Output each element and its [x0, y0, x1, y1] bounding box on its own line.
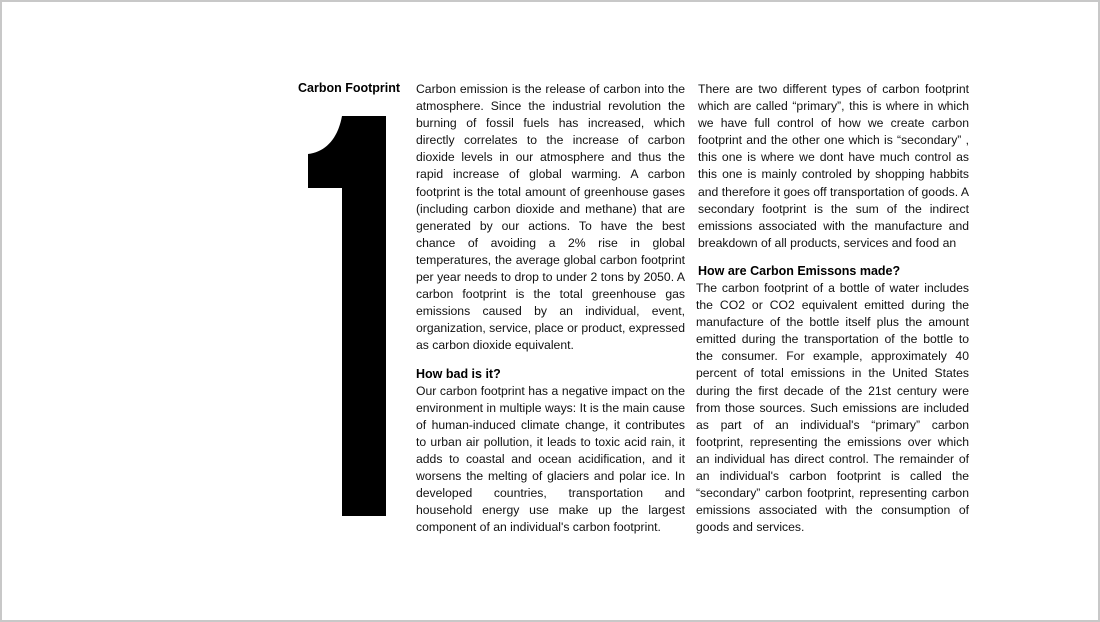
right-intro-paragraph: There are two different types of carbon footprint which are called “primary”, this is where in which we have full control of how we create carbon footprint and the other one which is “secondary” , this one is where we dont have much control as this one is mainly controled by shopping habbits and therefore it goes off transportation of goods. A secondary footprint is the sum of the indirect emissions associated with the manufacture and breakdown of all products, services and food an: [698, 82, 969, 250]
left-intro-paragraph: Carbon emission is the release of carbon into the atmosphere. Since the industrial revolution the burning of fossil fuels has increased, which directly correlates to the increase of carbon dioxide levels in our atmosphere and thus the rapid increase of global warming. A carbon footprint is the total amount of greenhouse gases (including carbon dioxide and methane) that are generated by our actions. To have the best chance of avoiding a 2% rise in global temperatures, the average global carbon footprint per year needs to drop to under 2 tons by 2050. A carbon footprint is the total greenhouse gas emissions caused by an individual, event, organization, service, place or product, expressed as carbon dioxide equivalent.: [416, 82, 685, 353]
big-number-one: [308, 116, 388, 516]
right-column: [698, 81, 969, 536]
right-heading: How are Carbon Emissons made?: [698, 263, 901, 278]
right-body-paragraph: The carbon footprint of a bottle of water includes the CO2 or CO2 equivalent emitted during the manufacture of the bottle itself plus the amount emitted during the transportation of the bottle to the consumer. For example, approximately 40 percent of total emissions in the United States during the first decade of the 21st century were from those sources. Such emissions are included as part of an individual's “primary” carbon footprint, representing the emissions over which an individual has direct control. The remainder of an individual's carbon footprint is called the “secondary” carbon footprint, representing carbon emissions associated with the consumption of goods and services.: [696, 280, 969, 535]
left-column: [416, 81, 685, 536]
left-body-paragraph: Our carbon footprint has a negative impact on the environment in multiple ways: It is the main cause of human-induced climate change, it contributes to urban air pollution, it leads to toxic acid rain, it adds to coastal and ocean acidification, and it worsens the melting of glaciers and polar ice. In developed countries, transportation and household energy use make up the largest component of an individual's carbon footprint.: [416, 383, 685, 535]
section-title: Carbon Footprint: [298, 81, 401, 95]
left-heading: How bad is it?: [416, 366, 501, 381]
